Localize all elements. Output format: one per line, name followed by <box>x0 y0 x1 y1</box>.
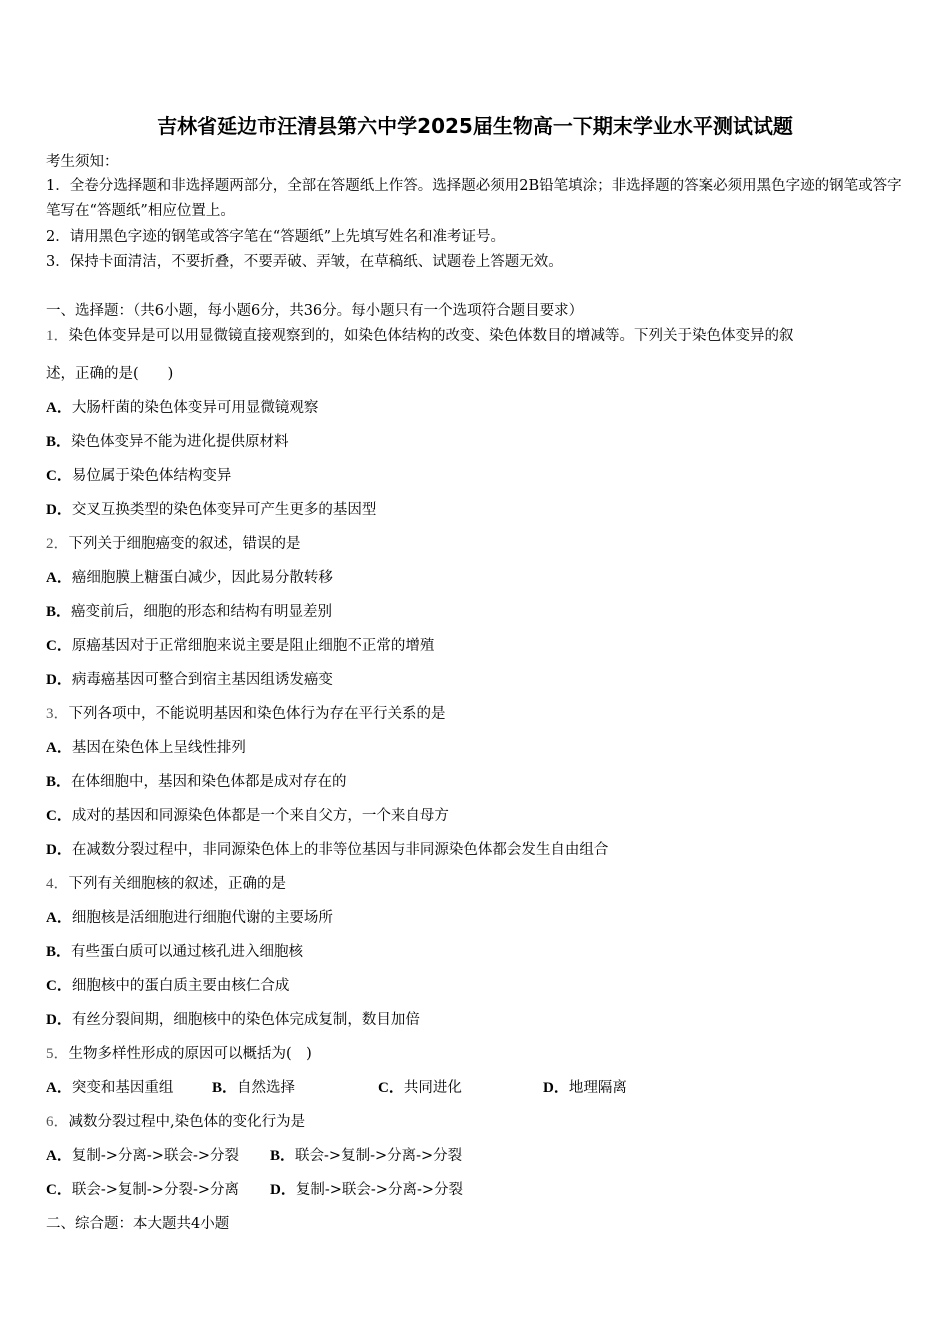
option-text: 复制->分离->联会->分裂 <box>71 1148 239 1164</box>
option-label: A． <box>46 740 72 756</box>
option-label: A． <box>46 570 72 586</box>
option-label: A． <box>46 1080 72 1096</box>
q4-option-d[interactable] <box>46 1010 420 1030</box>
q5-option-a[interactable] <box>46 1078 173 1098</box>
q2-option-c[interactable] <box>46 636 434 656</box>
option-text: 癌变前后，细胞的形态和结构有明显差别 <box>71 604 333 620</box>
section-2-heading: 二、综合题：本大题共4小题 <box>46 1216 230 1232</box>
option-text: 有丝分裂间期，细胞核中的染色体完成复制，数目加倍 <box>71 1012 420 1028</box>
option-text: 大肠杆菌的染色体变异可用显微镜观察 <box>71 400 319 416</box>
option-text: 自然选择 <box>237 1080 296 1096</box>
option-label: B． <box>46 944 72 960</box>
option-text: 突变和基因重组 <box>71 1080 174 1096</box>
q2-option-a[interactable] <box>46 568 333 588</box>
option-text: 在减数分裂过程中，非同源染色体上的非等位基因与非同源染色体都会发生自由组合 <box>71 842 609 858</box>
notice-heading: 考生须知： <box>46 154 119 170</box>
option-text: 细胞核是活细胞进行细胞代谢的主要场所 <box>71 910 333 926</box>
option-label: B． <box>212 1080 238 1096</box>
option-text: 地理隔离 <box>568 1080 627 1096</box>
option-label: D． <box>46 672 72 688</box>
option-text: 在体细胞中，基因和染色体都是成对存在的 <box>71 774 347 790</box>
option-label: C． <box>46 468 72 484</box>
question-number: 5． <box>46 1046 69 1062</box>
option-text: 染色体变异不能为进化提供原材料 <box>71 434 289 450</box>
option-label: B． <box>46 434 72 450</box>
option-text: 复制->联会->分离->分裂 <box>295 1182 463 1198</box>
q1-option-d[interactable] <box>46 500 376 520</box>
question-3-stem <box>46 704 446 724</box>
option-text: 基因在染色体上呈线性排列 <box>71 740 246 756</box>
option-label: A． <box>46 910 72 926</box>
question-text: 染色体变异是可以用显微镜直接观察到的，如染色体结构的改变、染色体数目的增减等。下列关于染色体变异的叙 <box>68 328 794 344</box>
option-label: D． <box>543 1080 569 1096</box>
notice-item-2: 2．请用黑色字迹的钢笔或答字笔在“答题纸”上先填写姓名和准考证号。 <box>46 229 506 245</box>
option-label: B． <box>46 774 72 790</box>
question-number: 2． <box>46 536 69 552</box>
q4-option-c[interactable] <box>46 976 289 996</box>
q5-option-c[interactable] <box>378 1078 462 1098</box>
question-5-stem <box>46 1044 312 1064</box>
q3-option-c[interactable] <box>46 806 449 826</box>
option-label: B． <box>46 604 72 620</box>
option-text: 成对的基因和同源染色体都是一个来自父方，一个来自母方 <box>71 808 449 824</box>
q6-option-a[interactable] <box>46 1146 239 1166</box>
option-label: A． <box>46 1148 72 1164</box>
question-text: 下列有关细胞核的叙述，正确的是 <box>68 876 287 892</box>
section-1-heading: 一、选择题：（共6小题，每小题6分，共36分。每小题只有一个选项符合题目要求） <box>46 303 584 319</box>
option-text: 交叉互换类型的染色体变异可产生更多的基因型 <box>71 502 377 518</box>
option-text: 病毒癌基因可整合到宿主基因组诱发癌变 <box>71 672 333 688</box>
option-text: 原癌基因对于正常细胞来说主要是阻止细胞不正常的增殖 <box>71 638 435 654</box>
q3-option-d[interactable] <box>46 840 608 860</box>
q3-option-b[interactable] <box>46 772 347 792</box>
option-text: 癌细胞膜上糖蛋白减少，因此易分散转移 <box>71 570 333 586</box>
option-label: D． <box>46 842 72 858</box>
question-2-stem <box>46 534 301 554</box>
q4-option-b[interactable] <box>46 942 303 962</box>
option-label: B． <box>270 1148 296 1164</box>
question-6-stem <box>46 1112 305 1132</box>
question-1-stem <box>46 326 794 346</box>
option-label: C． <box>378 1080 404 1096</box>
q6-option-b[interactable] <box>270 1146 462 1166</box>
q6-option-d[interactable] <box>270 1180 463 1200</box>
question-number: 6． <box>46 1114 69 1130</box>
question-4-stem <box>46 874 286 894</box>
option-label: D． <box>46 502 72 518</box>
q4-option-a[interactable] <box>46 908 333 928</box>
option-text: 联会->复制->分裂->分离 <box>71 1182 239 1198</box>
question-number: 3． <box>46 706 69 722</box>
q1-option-b[interactable] <box>46 432 289 452</box>
q1-option-c[interactable] <box>46 466 231 486</box>
question-text: 减数分裂过程中,染色体的变化行为是 <box>68 1114 306 1130</box>
option-label: D． <box>46 1012 72 1028</box>
question-text: 下列各项中，不能说明基因和染色体行为存在平行关系的是 <box>68 706 446 722</box>
option-text: 细胞核中的蛋白质主要由核仁合成 <box>71 978 290 994</box>
option-text: 联会->复制->分离->分裂 <box>295 1148 463 1164</box>
option-label: D． <box>270 1182 296 1198</box>
q3-option-a[interactable] <box>46 738 246 758</box>
option-label: C． <box>46 978 72 994</box>
option-text: 共同进化 <box>403 1080 462 1096</box>
option-text: 有些蛋白质可以通过核孔进入细胞核 <box>71 944 304 960</box>
notice-item-1: 1．全卷分选择题和非选择题两部分，全部在答题纸上作答。选择题必须用2B铅笔填涂；非选择题的答案必须用黑色字迹的钢笔或答字笔写在“答题纸”相应位置上。 <box>46 178 902 219</box>
q5-option-b[interactable] <box>212 1078 295 1098</box>
notice-item-3: 3．保持卡面清洁，不要折叠，不要弄破、弄皱，在草稿纸、试题卷上答题无效。 <box>46 254 563 270</box>
option-text: 易位属于染色体结构变异 <box>71 468 232 484</box>
page-title: 吉林省延边市汪清县第六中学2025届生物高一下期末学业水平测试试题 <box>157 114 793 138</box>
q2-option-d[interactable] <box>46 670 333 690</box>
q2-option-b[interactable] <box>46 602 332 622</box>
question-1-stem-cont: 述，正确的是( ) <box>46 366 174 382</box>
q6-option-c[interactable] <box>46 1180 239 1200</box>
question-text: 生物多样性形成的原因可以概括为( ) <box>68 1046 312 1062</box>
question-number: 1． <box>46 328 69 344</box>
question-text: 下列关于细胞癌变的叙述，错误的是 <box>68 536 301 552</box>
option-label: C． <box>46 1182 72 1198</box>
option-label: C． <box>46 638 72 654</box>
option-label: C． <box>46 808 72 824</box>
q5-option-d[interactable] <box>543 1078 627 1098</box>
option-label: A． <box>46 400 72 416</box>
q1-option-a[interactable] <box>46 398 318 418</box>
question-number: 4． <box>46 876 69 892</box>
